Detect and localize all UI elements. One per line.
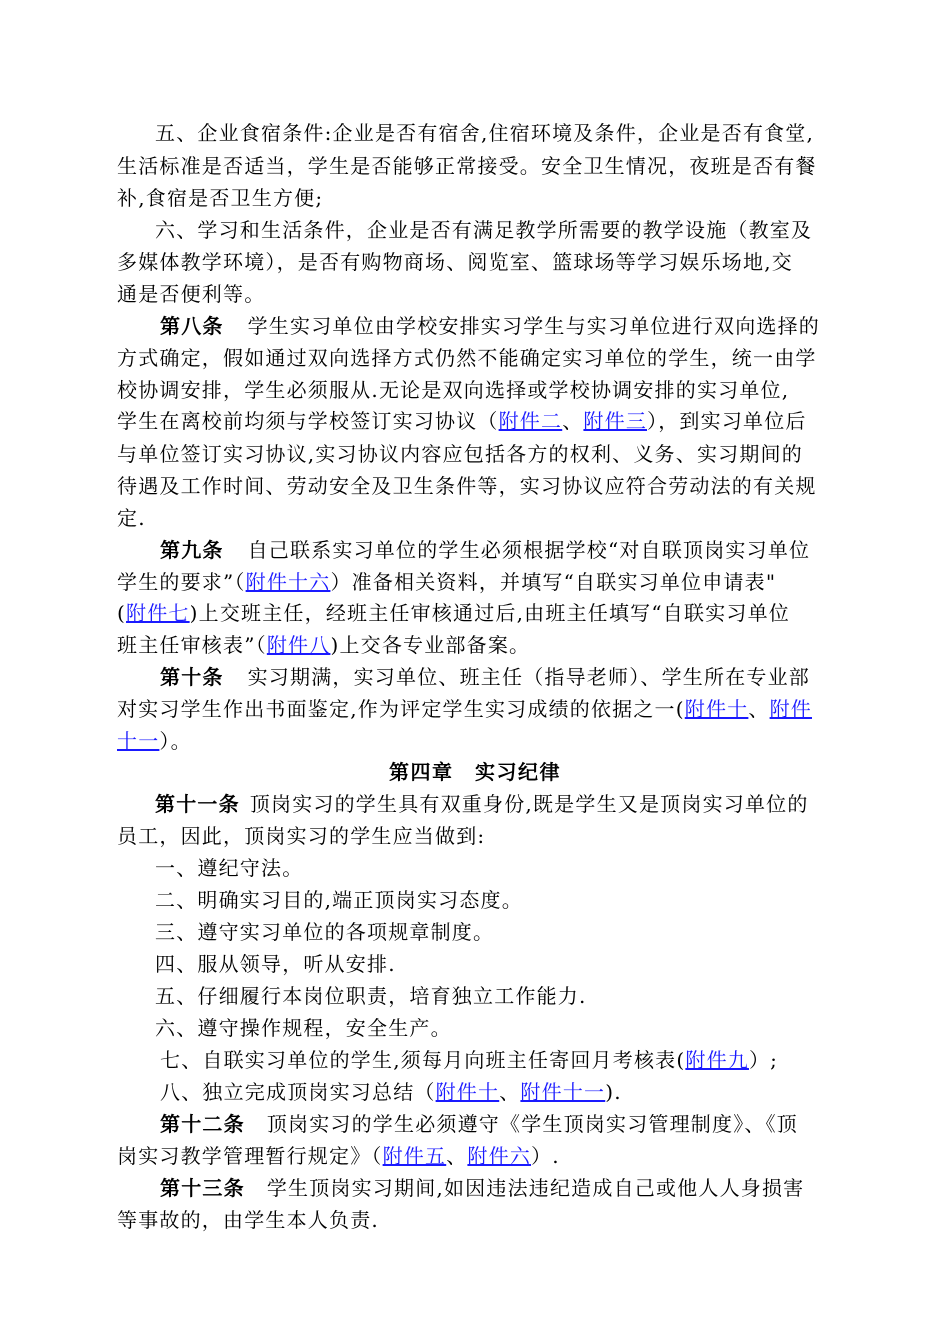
text: ）准备相关资料，并填写“自联实习单位申请表" xyxy=(330,570,777,594)
text: 员工，因此，顶岗实习的学生应当做到: xyxy=(117,824,486,848)
article-10-line xyxy=(160,663,810,691)
list-item xyxy=(155,982,587,1010)
article-13-line xyxy=(160,1174,804,1202)
link-attachment-11-cont[interactable]: 十一 xyxy=(117,729,160,753)
text: 八、独立完成顶岗实习总结（ xyxy=(160,1080,436,1104)
link-attachment-5[interactable]: 附件五 xyxy=(382,1144,447,1168)
paragraph-line xyxy=(117,376,789,404)
text: 对实习学生作出书面鉴定,作为评定学生实习成绩的依据之一( xyxy=(117,697,685,721)
list-item xyxy=(155,918,494,946)
paragraph-line xyxy=(117,1206,379,1234)
list-item xyxy=(155,1014,452,1042)
article-title: 第八条 xyxy=(160,314,224,338)
text: 学生在离校前均须与学校签订实习协议（ xyxy=(117,409,499,433)
text: 、 xyxy=(562,409,584,433)
paragraph-line xyxy=(117,568,776,596)
paragraph-line xyxy=(155,216,812,244)
text: 学生实习单位由学校安排实习学生与实习单位进行双向选择的 xyxy=(247,314,821,338)
text: 、 xyxy=(446,1144,468,1168)
link-attachment-8[interactable]: 附件八 xyxy=(266,633,331,657)
paragraph-line xyxy=(117,440,803,468)
paragraph-line xyxy=(155,119,814,147)
paragraph-line xyxy=(117,695,812,723)
text: 五、企业食宿条件:企业是否有宿舍,住宿环境及条件，企业是否有食堂, xyxy=(155,121,815,145)
text: 自己联系实习单位的学生必须根据学校“对自联顶岗实习单位 xyxy=(247,538,811,562)
paragraph-line xyxy=(117,727,192,755)
text: ( xyxy=(117,601,127,625)
text: ），到实习单位后 xyxy=(647,409,807,433)
text: 补,食宿是否卫生方便; xyxy=(117,186,324,210)
article-title: 第十二条 xyxy=(160,1112,245,1136)
paragraph-line xyxy=(117,631,530,659)
paragraph-line xyxy=(117,152,817,180)
list-item xyxy=(155,886,523,914)
text: 待遇及工作时间、劳动安全及卫生条件等，实习协议应符合劳动法的有关规 xyxy=(117,474,817,498)
text: 三、遵守实习单位的各项规章制度。 xyxy=(155,920,495,944)
list-item xyxy=(160,1078,622,1106)
text: 七、自联实习单位的学生,须每月向班主任寄回月考核表( xyxy=(160,1048,686,1072)
text: 学生顶岗实习期间,如因违法违纪造成自己或他人人身损害 xyxy=(266,1176,805,1200)
article-title: 第十三条 xyxy=(160,1176,245,1200)
text: ). xyxy=(605,1080,622,1104)
text: )上交班主任，经班主任审核通过后,由班主任填写“自联实习单位 xyxy=(189,601,791,625)
article-title: 第十一条 xyxy=(155,792,240,816)
link-attachment-11[interactable]: 附件 xyxy=(769,697,812,721)
link-attachment-9[interactable]: 附件九 xyxy=(685,1048,749,1072)
text: 等事故的，由学生本人负责. xyxy=(117,1208,379,1232)
text: 通是否便利等。 xyxy=(117,282,266,306)
text: 二、明确实习目的,端正顶岗实习态度。 xyxy=(155,888,523,912)
text: 岗实习教学管理暂行规定》（ xyxy=(117,1144,383,1168)
chapter-heading: 第四章 实习纪律 xyxy=(389,760,561,784)
list-item xyxy=(155,950,396,978)
text: ）. xyxy=(531,1144,560,1168)
text: 六、学习和生活条件，企业是否有满足教学所需要的教学设施（教室及 xyxy=(155,218,813,242)
paragraph-line xyxy=(117,280,265,308)
text: 实习期满，实习单位、班主任（指导老师）、学生所在专业部 xyxy=(247,665,811,689)
paragraph-line xyxy=(117,184,323,212)
text: )上交各专业部备案。 xyxy=(330,633,531,657)
article-8-line xyxy=(160,312,820,340)
text: 校协调安排，学生必须服从.无论是双向选择或学校协调安排的实习单位, xyxy=(117,378,790,402)
article-9-line xyxy=(160,536,810,564)
link-attachment-16[interactable]: 附件十六 xyxy=(245,570,331,594)
paragraph-line xyxy=(117,407,807,435)
text: 与单位签订实习协议,实习协议内容应包括各方的权利、义务、实习期间的 xyxy=(117,442,803,466)
paragraph-line xyxy=(117,472,817,500)
article-12-line xyxy=(160,1110,798,1138)
text: 五、仔细履行本岗位职责，培育独立工作能力. xyxy=(155,984,587,1008)
link-attachment-11[interactable]: 附件十一 xyxy=(520,1080,606,1104)
text: 六、遵守操作规程，安全生产。 xyxy=(155,1016,452,1040)
link-attachment-3[interactable]: 附件三 xyxy=(583,409,648,433)
article-11-line xyxy=(155,790,809,818)
paragraph-line xyxy=(117,344,817,372)
text: 定. xyxy=(117,506,146,530)
paragraph-line xyxy=(117,599,790,627)
link-attachment-10[interactable]: 附件十 xyxy=(684,697,749,721)
text: 方式确定，假如通过双向选择方式仍然不能确定实习单位的学生，统一由学 xyxy=(117,346,817,370)
text: ）。 xyxy=(159,729,192,753)
list-item xyxy=(160,1046,778,1074)
text: 生活标准是否适当，学生是否能够正常接受。安全卫生情况，夜班是否有餐 xyxy=(117,154,817,178)
text: 、 xyxy=(748,697,770,721)
link-attachment-6[interactable]: 附件六 xyxy=(467,1144,532,1168)
text: 班主任审核表”（ xyxy=(117,633,267,657)
text: 顶岗实习的学生必须遵守《学生顶岗实习管理制度》、《顶 xyxy=(266,1112,799,1136)
link-attachment-10[interactable]: 附件十 xyxy=(435,1080,500,1104)
text: 四、服从领导，听从安排. xyxy=(155,952,396,976)
link-attachment-7[interactable]: 附件七 xyxy=(126,601,190,625)
text: 一、遵纪守法。 xyxy=(155,856,304,880)
text: ）; xyxy=(748,1048,779,1072)
paragraph-line xyxy=(117,1142,560,1170)
article-title: 第九条 xyxy=(160,538,224,562)
article-title: 第十条 xyxy=(160,665,224,689)
paragraph-line xyxy=(117,248,793,276)
text: 多媒体教学环境），是否有购物商场、阅览室、篮球场等学习娱乐场地,交 xyxy=(117,250,793,274)
text: 、 xyxy=(499,1080,521,1104)
text: 顶岗实习的学生具有双重身份,既是学生又是顶岗实习单位的 xyxy=(249,792,809,816)
paragraph-line xyxy=(117,822,485,850)
list-item xyxy=(155,854,303,882)
link-attachment-2[interactable]: 附件二 xyxy=(498,409,563,433)
text: 学生的要求”（ xyxy=(117,570,246,594)
paragraph-line xyxy=(117,504,146,532)
